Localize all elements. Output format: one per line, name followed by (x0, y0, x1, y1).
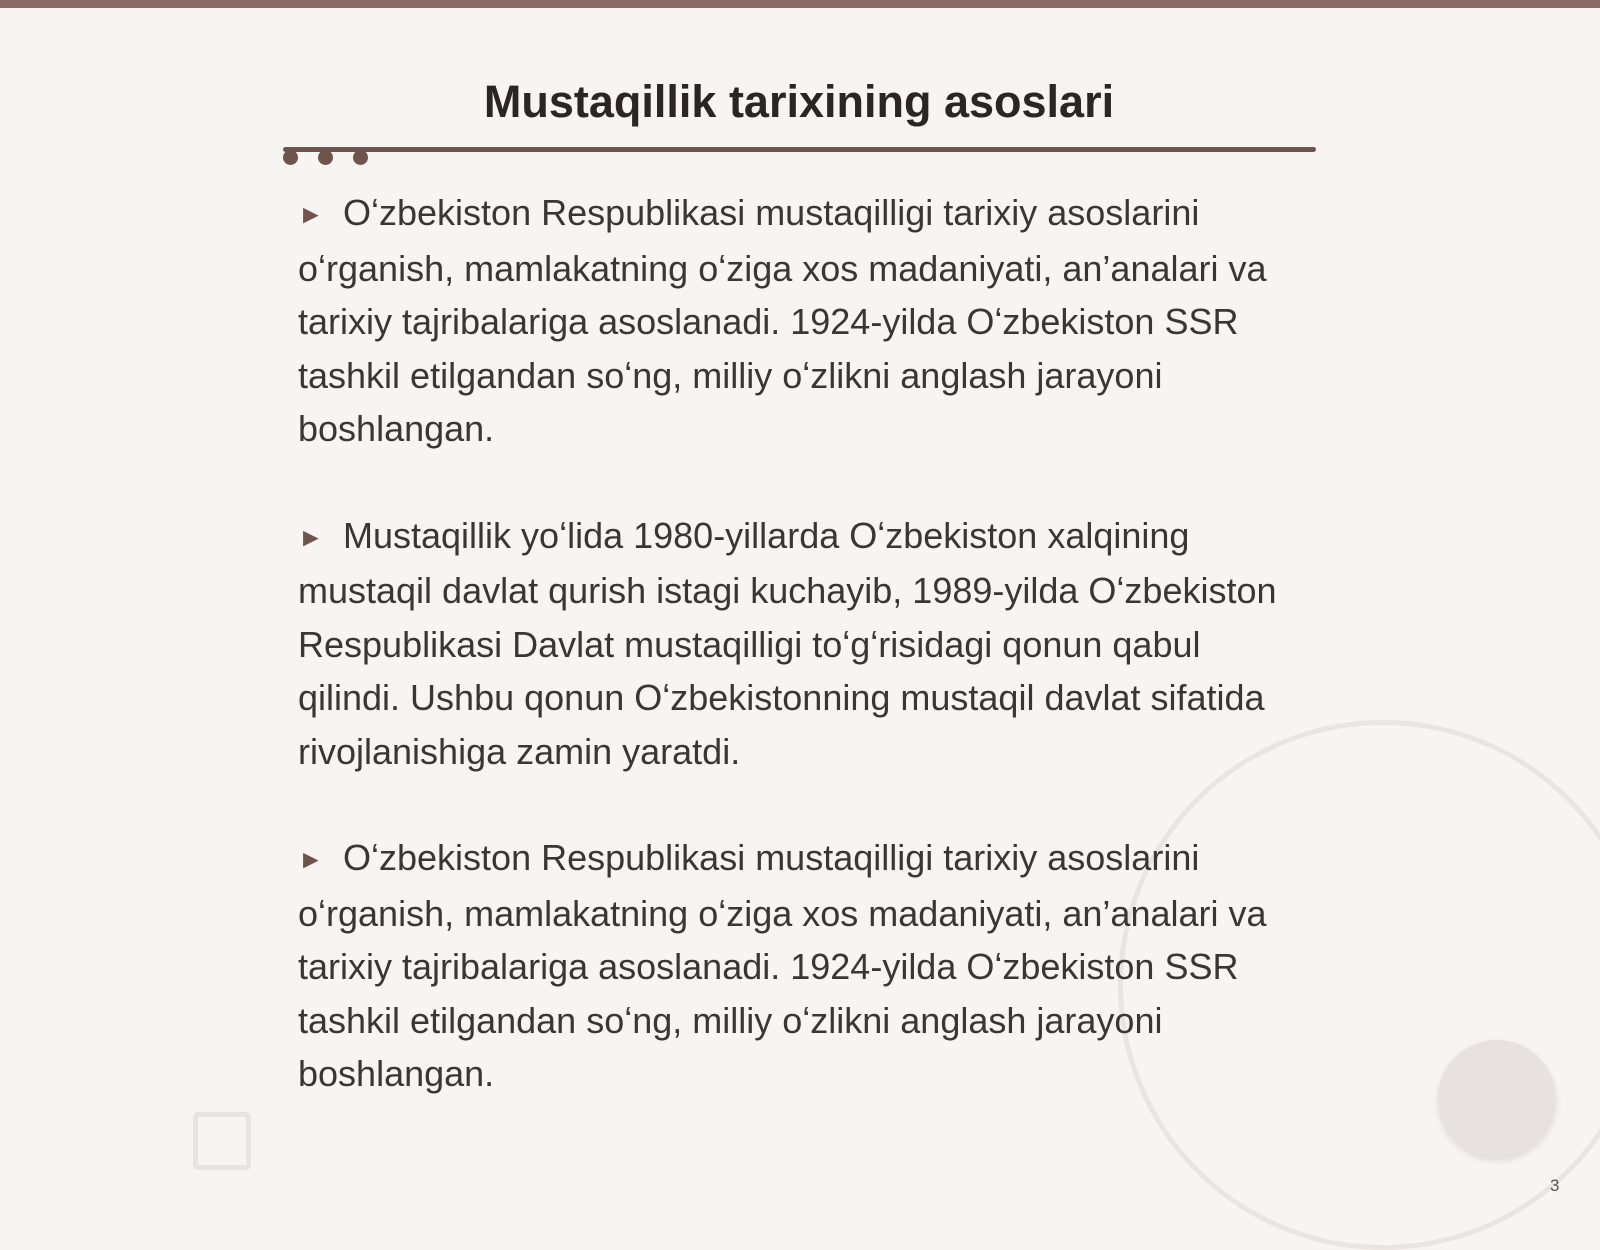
bullet-paragraph (298, 509, 1298, 779)
triangle-bullet-icon: ► (298, 199, 324, 229)
triangle-bullet-icon: ► (298, 521, 324, 552)
paragraph-text: Oʻzbekiston Respublikasi mustaqilligi tarixiy asoslarini oʻrganish, mamlakatning oʻziga xos madaniyati, an’analari va tarixiy tajribalariga asoslanadi. 1924-yilda Oʻzbekiston SSR tashkil etilgandan soʻng, milliy oʻzlikni anglash jarayoni boshlangan. (298, 192, 1267, 449)
top-accent-bar (0, 0, 1600, 8)
underline-dot (283, 150, 298, 165)
decorative-circle-filled (1438, 1040, 1556, 1158)
paragraph-text: Oʻzbekiston Respublikasi mustaqilligi tarixiy asoslarini oʻrganish, mamlakatning oʻziga xos madaniyati, an’analari va tarixiy tajribalariga asoslanadi. 1924-yilda Oʻzbekiston SSR tashkil etilgandan soʻng, milliy oʻzlikni anglash jarayoni boshlangan. (298, 837, 1267, 1094)
slide-body (298, 186, 1298, 1154)
bullet-paragraph (298, 831, 1298, 1101)
page-number: 3 (1550, 1176, 1560, 1195)
paragraph-text: Mustaqillik yoʻlida 1980-yillarda Oʻzbekiston xalqining mustaqil davlat qurish istagi kuchayib, 1989-yilda Oʻzbekiston Respublikasi Davlat mustaqilligi toʻgʻrisidagi qonun qabul qilindi. Ushbu qonun Oʻzbekistonning mustaqil davlat sifatida rivojlanishiga zamin yaratdi. (298, 514, 1277, 772)
underline-dot (353, 150, 368, 165)
decorative-square-outline (193, 1112, 251, 1170)
underline-dot (318, 150, 333, 165)
bullet-paragraph (298, 186, 1298, 456)
triangle-bullet-icon: ► (298, 844, 324, 874)
title-underline (283, 147, 1316, 152)
slide-title: Mustaqillik tarixining asoslari (483, 76, 1115, 127)
